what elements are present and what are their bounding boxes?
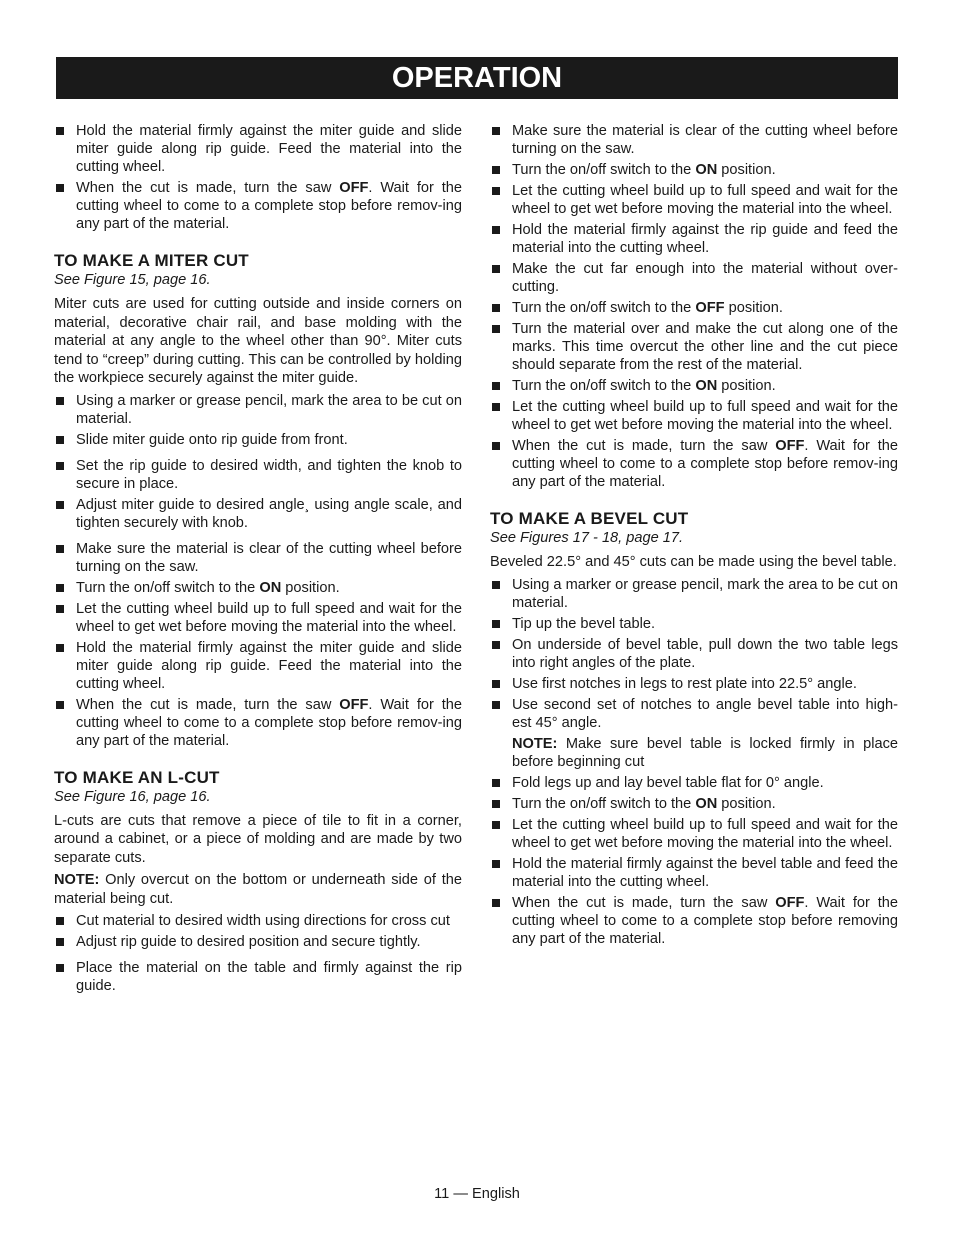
bevel-cut-heading: TO MAKE A BEVEL CUT [490, 509, 689, 528]
page-title: OPERATION [56, 57, 898, 99]
list-item [490, 795, 898, 813]
l-cut-list [54, 912, 462, 995]
list-item [54, 179, 462, 233]
list-item [490, 675, 898, 693]
list-item [54, 540, 462, 576]
item-text: Hold the material firmly against the miter guide and slide miter guide along rip guide. Feed the material into the cutting wheel. [76, 639, 462, 692]
list-item [490, 615, 898, 633]
list-item [490, 576, 898, 612]
item-text: . Wait for the cutting wheel to come to a complete stop before remov-ing any part of the material. [76, 180, 462, 232]
item-text: When the cut is made, turn the saw [512, 438, 776, 454]
item-text: . Wait for the cutting wheel to come to a complete stop before removing any part of the material. [512, 894, 898, 947]
l-cut-heading: TO MAKE AN L-CUT [54, 767, 220, 787]
item-text: Let the cutting wheel build up to full speed and wait for the wheel to get wet before moving the material into the wheel. [512, 816, 898, 851]
item-text: Hold the material firmly against the bevel table and feed the material into the cutting wheel. [512, 855, 898, 890]
list-item [54, 959, 462, 995]
item-text: When the cut is made, turn the saw [76, 180, 340, 196]
item-text: Using a marker or grease pencil, mark the area to be cut on material. [76, 392, 462, 427]
list-item [54, 579, 462, 597]
item-text: Make sure bevel table is locked firmly in place before beginning cut [512, 735, 898, 770]
left-column [54, 122, 462, 998]
list-item [54, 122, 462, 176]
item-text: Fold legs up and lay bevel table flat for 0° angle. [512, 774, 824, 791]
item-text: Make the cut far enough into the material without over-cutting. [512, 261, 898, 295]
item-text: . Wait for the cutting wheel to come to a complete stop before remov-ing any part of the material. [76, 696, 462, 749]
list-item [490, 398, 898, 434]
list-item [54, 431, 462, 449]
list-item [490, 735, 898, 771]
item-text: Hold the material firmly against the rip guide and feed the material into the cutting wheel. [512, 222, 898, 256]
list-item [490, 260, 898, 296]
item-text: Make sure the material is clear of the cutting wheel before turning on the saw. [512, 123, 898, 157]
list-item [54, 496, 462, 532]
right-column [490, 122, 898, 951]
bevel-cut-list [490, 576, 898, 948]
l-cut-figure-ref: See Figure 16, page 16. [54, 788, 211, 805]
list-item [490, 122, 898, 158]
list-item [490, 299, 898, 317]
bevel-cut-paragraph: Beveled 22.5° and 45° cuts can be made using the bevel table. [490, 554, 897, 570]
item-text: Adjust miter guide to desired angle¸ using angle scale, and tighten securely with knob. [76, 496, 462, 531]
list-item [490, 161, 898, 179]
item-text: Turn the on/off switch to the [512, 378, 696, 394]
item-text: position. [717, 378, 776, 394]
item-text: Turn the on/off switch to the [512, 795, 696, 812]
miter-cut-paragraph: Miter cuts are used for cutting outside and inside corners on material, decorative chair rail, and base molding with the material at any angle to the wheel other than 90°. Miter cuts tend to “creep” during cutting. This can be controlled by holding the workpiece securely against the miter guide. [54, 296, 462, 386]
l-cut-paragraph: L-cuts are cuts that remove a piece of tile to fit in a corner, around a cabinet, or a piece of molding and are made by two separate cuts. [54, 812, 462, 866]
item-text: Turn the on/off switch to the [512, 162, 696, 178]
l-cut-note [54, 871, 462, 908]
list-item [54, 933, 462, 951]
emphasis-text: NOTE: [512, 735, 558, 752]
item-text: position. [717, 795, 776, 812]
item-text: Let the cutting wheel build up to full speed and wait for the wheel to get wet before moving the material into the wheel. [512, 183, 898, 217]
item-text: Turn the on/off switch to the [76, 579, 260, 596]
list-item [490, 636, 898, 672]
list-item [54, 457, 462, 493]
note-label: NOTE: [54, 872, 100, 888]
list-item [54, 912, 462, 930]
miter-cut-list [54, 392, 462, 750]
emphasis-text: ON [259, 579, 282, 596]
item-text: . Wait for the cutting wheel to come to a complete stop before remov-ing any part of the material. [512, 438, 898, 490]
item-text: Let the cutting wheel build up to full speed and wait for the wheel to get wet before moving the material into the wheel. [76, 600, 462, 635]
list-item [490, 696, 898, 732]
list-item [490, 320, 898, 374]
item-text: position. [724, 300, 783, 316]
list-item [54, 600, 462, 636]
item-text: Use first notches in legs to rest plate into 22.5° angle. [512, 675, 857, 692]
list-item [490, 182, 898, 218]
miter-cut-heading: TO MAKE A MITER CUT [54, 251, 249, 270]
item-text: Cut material to desired width using directions for cross cut [76, 913, 450, 929]
emphasis-text: ON [695, 162, 718, 178]
item-text: Set the rip guide to desired width, and tighten the knob to secure in place. [76, 457, 462, 492]
item-text: Turn the on/off switch to the [512, 300, 696, 316]
list-item [490, 221, 898, 257]
bevel-cut-figure-ref: See Figures 17 - 18, page 17. [490, 530, 684, 546]
item-text: Adjust rip guide to desired position and secure tightly. [76, 934, 421, 950]
emphasis-text: ON [695, 378, 718, 394]
item-text: Slide miter guide onto rip guide from front. [76, 431, 348, 448]
item-text: Hold the material firmly against the miter guide and slide miter guide along rip guide. Feed the material into the cutting wheel. [76, 123, 462, 175]
item-text: Place the material on the table and firmly against the rip guide. [76, 960, 462, 994]
list-item [54, 392, 462, 428]
item-text: When the cut is made, turn the saw [512, 894, 776, 911]
emphasis-text: ON [695, 795, 718, 812]
miter-cut-figure-ref: See Figure 15, page 16. [54, 272, 211, 288]
item-text: position. [281, 579, 340, 596]
emphasis-text: OFF [339, 696, 369, 713]
emphasis-text: OFF [339, 180, 369, 196]
list-item [490, 437, 898, 491]
l-cut-continued-list [490, 122, 898, 491]
item-text: position. [717, 162, 776, 178]
list-item [490, 855, 898, 891]
list-item [490, 894, 898, 948]
item-text: On underside of bevel table, pull down the two table legs into right angles of the plate. [512, 636, 898, 671]
emphasis-text: OFF [695, 300, 725, 316]
item-text: Make sure the material is clear of the cutting wheel before turning on the saw. [76, 540, 462, 575]
item-text: Turn the material over and make the cut along one of the marks. This time overcut the other line and the cut piece should separate from the rest of the material. [512, 321, 898, 373]
item-text: When the cut is made, turn the saw [76, 696, 340, 713]
list-item [490, 816, 898, 852]
emphasis-text: OFF [775, 438, 805, 454]
list-item [490, 377, 898, 395]
item-text: Let the cutting wheel build up to full speed and wait for the wheel to get wet before moving the material into the wheel. [512, 399, 898, 433]
page-footer: 11 — English [434, 1186, 520, 1202]
list-item [54, 696, 462, 750]
list-item [54, 639, 462, 693]
item-text: Use second set of notches to angle bevel table into high-est 45° angle. [512, 696, 898, 731]
emphasis-text: OFF [775, 894, 805, 911]
intro-list [54, 122, 462, 233]
list-item [490, 774, 898, 792]
item-text: Tip up the bevel table. [512, 615, 656, 632]
note-text: Only overcut on the bottom or underneath side of the material being cut. [54, 872, 462, 907]
item-text: Using a marker or grease pencil, mark the area to be cut on material. [512, 576, 898, 611]
